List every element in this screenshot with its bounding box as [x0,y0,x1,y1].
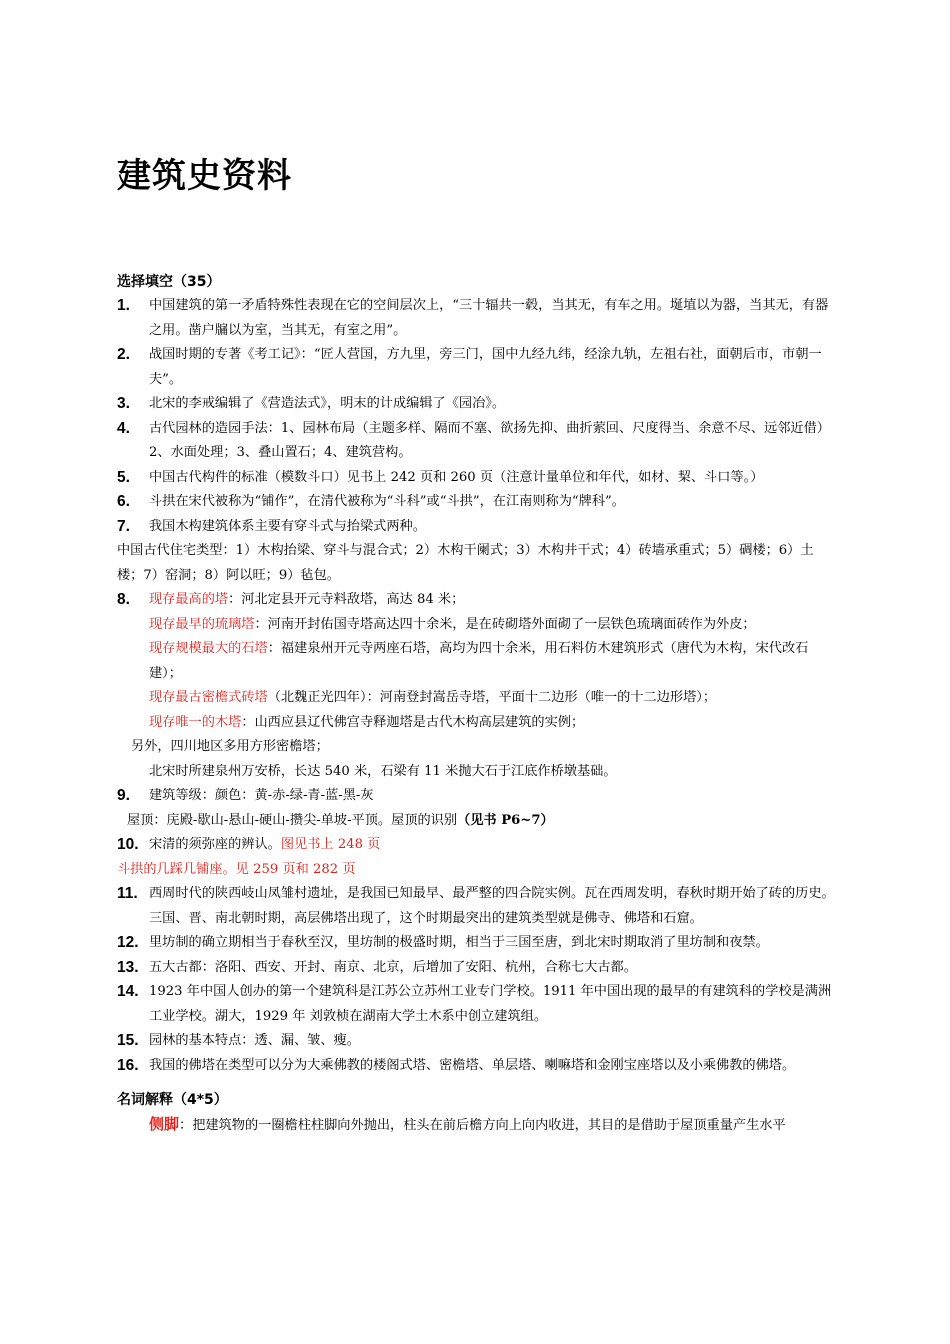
highlight-only-wooden-tower: 现存唯一的木塔 [149,714,242,730]
item-text: 园林的基本特点：透、漏、皱、瘦。 [149,1033,360,1048]
item-number: 2. [117,346,130,363]
term-definition [117,1112,839,1139]
item-text: ：山西应县辽代佛宫寺释迦塔是古代木构高层建筑的实例； [241,714,585,730]
item-number: 4. [117,419,130,437]
residence-types-text: 中国古代住宅类型：1）木构抬梁、穿斗与混合式；2）木构干阑式；3）木构井干式；4）砖墙承重式；5）碉楼；6）土楼；7）窑洞；8）阿以旺；9）毡包。 [117,543,814,583]
item-text: ：河南开封佑国寺塔高达四十余米，是在砖砌塔外面砌了一层铁色琉璃面砖作为外皮； [254,616,756,632]
item-number: 12. [117,934,139,951]
item-number: 13. [117,958,139,976]
pagoda-line-brick [117,686,839,711]
pagoda-line-stone [117,637,839,686]
item-text: 1923 年中国人创办的第一个建筑科是江苏公立苏州工业专门学校。1911 年中国出现的最早的有建筑科的学校是满洲工业学校。湖大，1929 年 刘敦桢在湖南大学土木系中创立建筑组。 [149,984,832,1024]
item-text: 古代园林的造园手法：1、园林布局（主题多样、隔而不塞、欲扬先抑、曲折萦回、尺度得当、余意不尽、远邻近借）2、水面处理；3、叠山置石；4、建筑营构。 [149,420,830,460]
list-item-7 [117,515,839,540]
list-item-12 [117,931,839,956]
roof-hierarchy [117,809,839,834]
item-number: 15. [117,1032,139,1049]
item-number: 10. [117,836,139,853]
item-text: 北宋的李戒编辑了《营造法式》，明末的计成编辑了《园冶》。 [149,396,506,411]
item-number: 14. [117,983,139,1000]
item-number: 6. [117,493,130,510]
item-text: 战国时期的专著《考工记》：“匠人营国，方九里，旁三门，国中九经九纬，经涂九轨，左祖右社，面朝后市，市朝一夫”。 [149,347,822,387]
item-number: 1. [117,297,130,314]
list-item-13 [117,956,839,981]
list-item-8 [117,588,839,613]
list-item-6 [117,490,839,515]
highlight-oldest-brick-tower: 现存最古密檐式砖塔 [149,690,268,705]
list-item-14 [117,980,839,1029]
item-text: 建筑等级：颜色：黄-赤-绿-青-蓝-黑-灰 [149,788,374,803]
section-heading-choice: 选择填空（35） [117,274,221,290]
bracket-reference: 斗拱的几踩几铺座。见 259 页和 282 页 [117,861,356,877]
item-text: 西周时代的陕西岐山凤雏村遗址，是我国已知最早、最严整的四合院实例。瓦在西周发明，春秋时期开始了砖的历史。三国、晋、南北朝时期，高层佛塔出现了，这个时期最突出的建筑类型就是佛寺、佛塔和石窟。 [149,886,835,926]
list-item-5 [117,466,839,491]
item-text: 中国古代构件的标准（模数斗口）见书上 242 页和 260 页（注意计量单位和年代，如材、栔、斗口等。） [149,469,764,485]
item-text: 斗拱在宋代被称为“铺作”，在清代被称为“斗科”或“斗拱”，在江南则称为“牌科”。 [149,494,625,509]
roof-text: 屋顶：庑殿-歇山-悬山-硬山-攒尖-单坡-平顶。屋顶的识别 [127,812,458,828]
list-item-1 [117,294,839,343]
definition-text: ：把建筑物的一圈檐柱柱脚向外抛出，柱头在前后檐方向上向内收进，其目的是借助于屋顶重量产生水平 [179,1118,786,1133]
list-item-3 [117,392,839,417]
item-number: 8. [117,591,130,608]
item-text: 五大古都：洛阳、西安、开封、南京、北京，后增加了安阳、杭州，合称七大古都。 [149,959,637,975]
pagoda-line-glazed [117,613,839,638]
list-item-4 [117,417,839,466]
item-text: ：福建泉州开元寺两座石塔，高均为四十余米，用石料仿木建筑形式（唐代为木构，宋代改石建）； [149,641,809,681]
item-number: 16. [117,1056,139,1074]
list-item-16 [117,1054,839,1079]
bridge-note: 北宋时所建泉州万安桥，长达 540 米，石梁有 11 米抛大石于江底作桥墩基础。 [149,763,617,779]
item-number: 3. [117,395,130,412]
page-title: 建筑史资料 [117,156,292,196]
item-number: 5. [117,468,130,486]
highlight-largest-stone-tower: 现存规模最大的石塔 [149,641,268,656]
page-reference: 图见书上 248 页 [280,837,381,852]
section-heading-terms: 名词解释（4*5） [117,1092,228,1108]
sichuan-note: 另外，四川地区多用方形密檐塔； [131,739,329,754]
item-number: 7. [117,517,130,535]
list-item-2 [117,343,839,392]
item-text: （北魏正光四年）：河南登封嵩岳寺塔，平面十二边形（唯一的十二边形塔）； [267,690,717,705]
item-text: 宋清的须弥座的辨认。 [149,837,281,852]
list-item-15 [117,1029,839,1054]
list-item-10 [117,833,839,858]
list-item-11 [117,882,839,931]
document-body [117,270,839,1139]
item-text: 我国木构建筑体系主要有穿斗式与抬梁式两种。 [149,518,426,534]
list-item-9 [117,784,839,809]
item-number: 11. [117,885,138,902]
pagoda-line-wooden [117,711,839,736]
item-text: 我国的佛塔在类型可以分为大乘佛教的楼阁式塔、密檐塔、单层塔、喇嘛塔和金刚宝座塔以及小乘佛教的佛塔。 [149,1057,796,1073]
term-name: 侧脚 [149,1115,180,1133]
item-number: 9. [117,787,130,804]
highlight-earliest-glazed-tower: 现存最早的琉璃塔 [149,616,255,632]
roof-reference: （见书 P6~7） [457,812,554,828]
item-text: 中国建筑的第一矛盾特殊性表现在它的空间层次上，“三十辐共一毂，当其无，有车之用。埏埴以为器，当其无，有器之用。凿户牖以为室，当其无，有室之用”。 [149,298,829,338]
highlight-tallest-tower: 现存最高的塔 [149,592,229,607]
item-text: 里坊制的确立期相当于春秋至汉，里坊制的极盛时期，相当于三国至唐，到北宋时期取消了里坊制和夜禁。 [149,935,769,950]
item-text: ：河北定县开元寺料敌塔，高达 84 米； [228,592,465,607]
